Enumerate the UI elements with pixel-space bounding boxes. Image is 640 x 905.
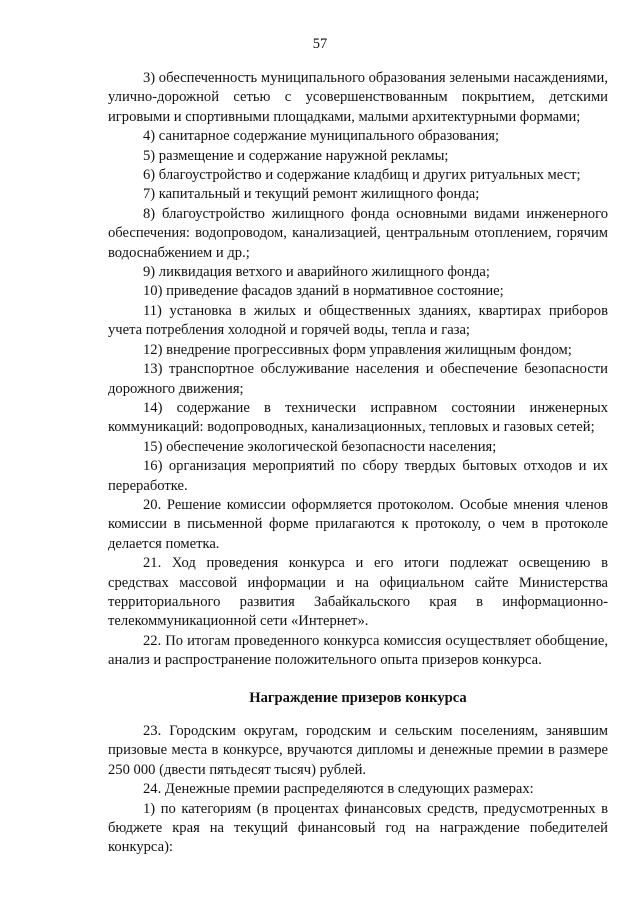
list-item-7: 7) капитальный и текущий ремонт жилищного фонда;	[143, 186, 480, 203]
list-item-5: 5) размещение и содержание наружной рекламы;	[143, 147, 449, 164]
list-item-3: 3) обеспеченность муниципального образования зелеными насаждениями, улично-дорожной сетью с усовершенствованным покрытием, детскими игровыми и спортивными площадками, малыми архитектурными формами;	[108, 70, 609, 125]
list-item-9: 9) ликвидация ветхого и аварийного жилищного фонда;	[143, 264, 490, 281]
clause-23: 23. Городским округам, городским и сельским поселениям, занявшим призовые места в конкурсе, вручаются дипломы и денежные премии в размере 250 000 (двести пятьдесят тысяч) рублей.	[108, 723, 608, 778]
section-heading: Награждение призеров конкурса	[249, 689, 467, 706]
page-number: 57	[312, 36, 328, 52]
list-item-13: 13) транспортное обслуживание населения и обеспечение безопасности дорожного движения;	[108, 361, 608, 397]
list-item-12: 12) внедрение прогрессивных форм управления жилищным фондом;	[143, 341, 572, 358]
document-body	[108, 69, 608, 858]
clause-24: 24. Денежные премии распределяются в следующих размерах:	[143, 781, 534, 798]
clause-20: 20. Решение комиссии оформляется протоколом. Особые мнения членов комиссии в письменной форме прилагаются к протоколу, о чем в протоколе делается пометка.	[108, 496, 608, 552]
list-item-11: 11) установка в жилых и общественных зданиях, квартирах приборов учета потребления холодной и горячей воды, тепла и газа;	[108, 302, 608, 339]
clause-24-item-1: 1) по категориям (в процентах финансовых средств, предусмотренных в бюджете края на текущий финансовый год на награждение победителей конкурса):	[108, 800, 608, 856]
list-item-10: 10) приведение фасадов зданий в нормативное состояние;	[143, 283, 504, 300]
list-item-4: 4) санитарное содержание муниципального образования;	[143, 128, 499, 145]
list-item-15: 15) обеспечение экологической безопасности населения;	[143, 438, 497, 455]
list-item-8: 8) благоустройство жилищного фонда основными видами инженерного обеспечения: водопроводом, канализацией, центральным отоплением, горячим водоснабжением и др.;	[108, 205, 608, 261]
list-item-16: 16) организация мероприятий по сбору твердых бытовых отходов и их переработке.	[108, 458, 608, 494]
clause-22: 22. По итогам проведенного конкурса комиссия осуществляет обобщение, анализ и распространение положительного опыта призеров конкурса.	[108, 632, 608, 669]
list-item-14: 14) содержание в технически исправном состоянии инженерных коммуникаций: водопроводных, канализационных, тепловых и газовых сетей;	[108, 399, 608, 436]
list-item-6: 6) благоустройство и содержание кладбищ и других ритуальных мест;	[143, 167, 581, 184]
clause-21: 21. Ход проведения конкурса и его итоги подлежат освещению в средствах массовой информации и на официальном сайте Министерства территориального развития Забайкальского края в информационно-телекоммуникационной сети «Интернет».	[108, 555, 608, 630]
